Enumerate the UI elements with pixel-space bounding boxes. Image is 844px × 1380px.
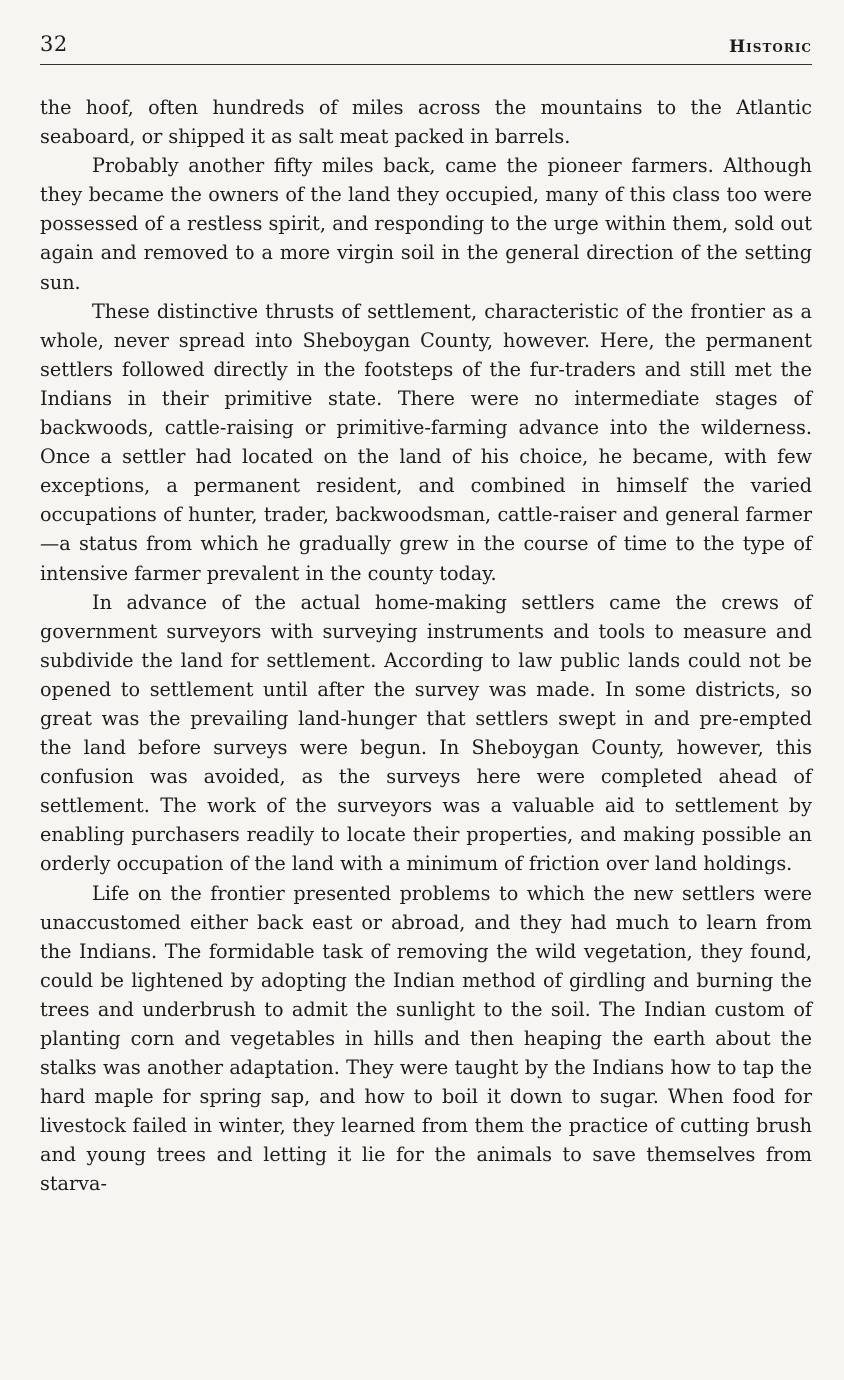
- page-number: 32: [40, 32, 68, 56]
- book-page: [40, 28, 812, 1199]
- paragraph-pioneer-farmers: Probably another fifty miles back, came the pioneer farmers. Although they became the owners of the land they occupied, many of this class too were possessed of a restless spirit, and responding to the urge within them, sold out again and removed to a more virgin soil in the general direction of the setting sun.: [40, 154, 812, 294]
- paragraph-thrusts-of-settlement: These distinctive thrusts of settlement, characteristic of the frontier as a whole, never spread into Sheboygan County, however. Here, the permanent settlers followed directly in the footsteps of the fur-traders and still met the Indians in their primitive state. There were no intermediate stages of backwoods, cattle-raising or primitive-farming advance into the wilderness. Once a settler had located on the land of his choice, he became, with few exceptions, a permanent resident, and combined in himself the varied occupations of hunter, trader, backwoodsman, cattle-raiser and general farmer—a status from which he gradually grew in the course of time to the type of intensive farmer prevalent in the county today.: [40, 299, 812, 585]
- paragraph-continued: the hoof, often hundreds of miles across the mountains to the Atlantic seaboard, or shipped it as salt meat packed in barrels.: [40, 96, 812, 149]
- body-text: [40, 93, 812, 1199]
- paragraph-life-on-frontier: Life on the frontier presented problems to which the new settlers were unaccustomed either back east or abroad, and they had much to learn from the Indians. The formidable task of removing the wild vegetation, they found, could be lightened by adopting the Indian method of girdling and burning the trees and underbrush to admit the sunlight to the soil. The Indian custom of planting corn and vegetables in hills and then heaping the earth about the stalks was another adaptation. They were taught by the Indians how to tap the hard maple for spring sap, and how to boil it down to sugar. When food for livestock failed in winter, they learned from them the practice of cutting brush and young trees and letting it lie for the animals to save themselves from starva-: [40, 881, 812, 1196]
- running-title: Historic: [729, 37, 812, 57]
- running-header: [40, 28, 812, 65]
- paragraph-surveyors: In advance of the actual home-making settlers came the crews of government surveyors with surveying instruments and tools to measure and subdivide the land for settlement. According to law public lands could not be opened to settlement until after the survey was made. In some districts, so great was the prevailing land-hunger that settlers swept in and pre-empted the land before surveys were begun. In Sheboygan County, however, this confusion was avoided, as the surveys here were completed ahead of settlement. The work of the surveyors was a valuable aid to settlement by enabling purchasers readily to locate their properties, and making possible an orderly occupation of the land with a minimum of friction over land holdings.: [40, 590, 812, 876]
